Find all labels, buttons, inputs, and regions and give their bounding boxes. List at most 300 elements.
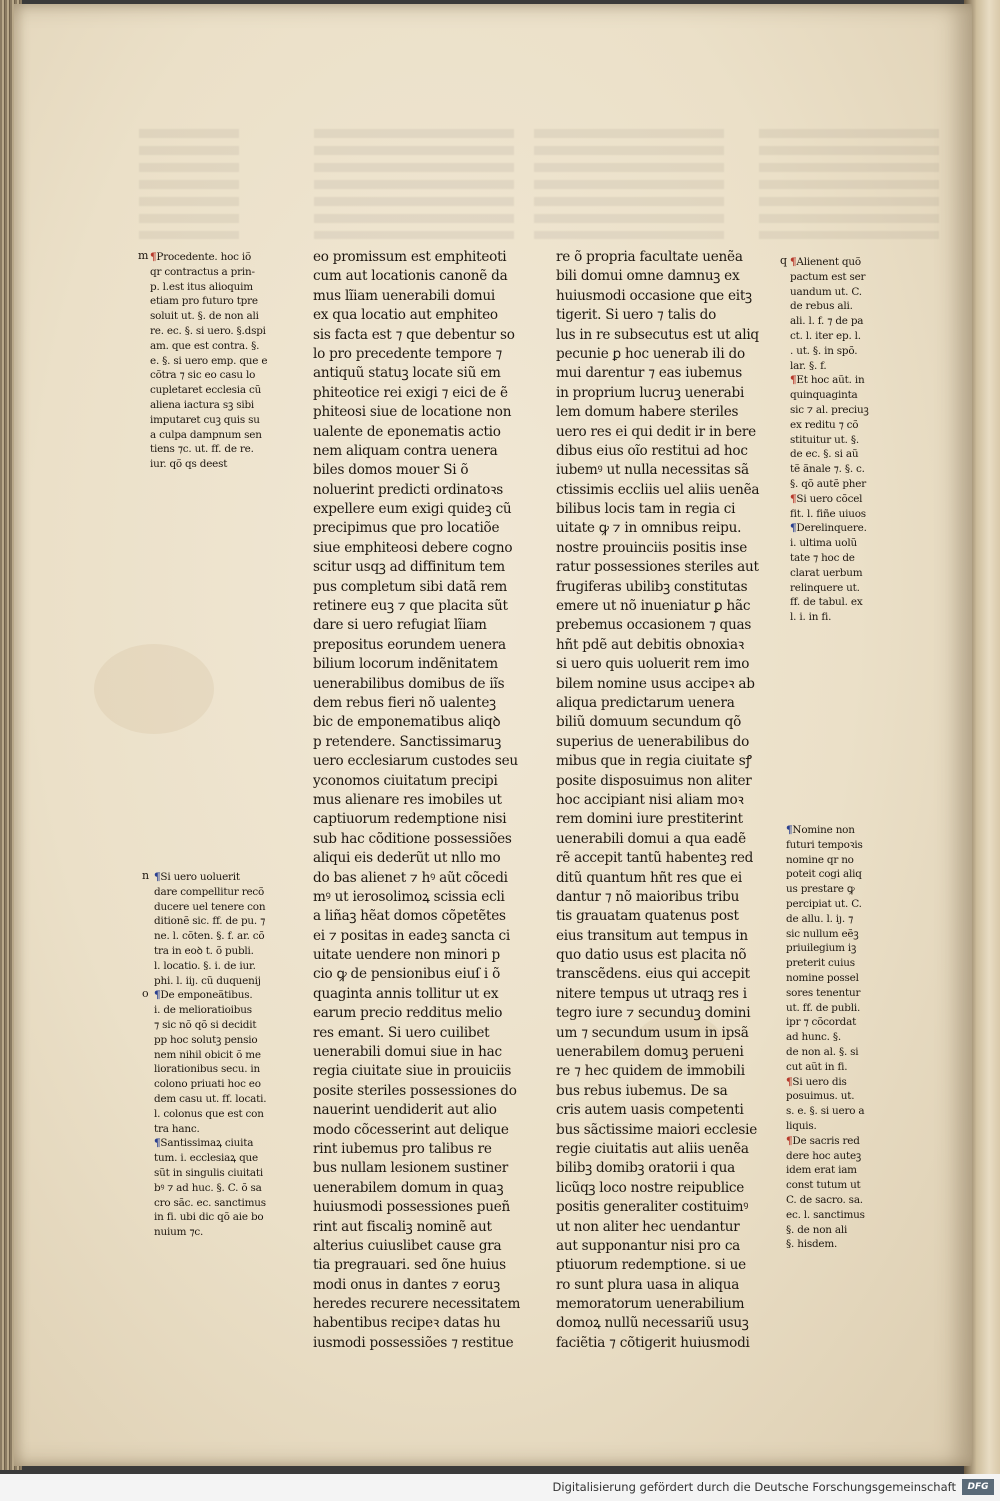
text-line xyxy=(313,1159,520,1178)
text-line xyxy=(790,418,869,433)
text-line xyxy=(786,1237,865,1252)
dfg-logo: DFG xyxy=(962,1479,994,1495)
line-text: §. qõ autẽ pher xyxy=(790,477,866,490)
line-text: C. de sacro. sa. xyxy=(786,1193,863,1206)
line-text: uenerabilem domuꝫ perueni xyxy=(556,1044,744,1061)
text-line xyxy=(150,250,267,265)
text-line xyxy=(154,1077,266,1092)
text-line xyxy=(556,965,759,984)
line-text: de allu. l. iȷ. ⁊ xyxy=(786,912,854,925)
text-line xyxy=(154,988,266,1003)
text-line xyxy=(786,1163,865,1178)
line-text: faciẽtia ⁊ cõtigerit huiusmodi xyxy=(556,1334,750,1351)
text-line xyxy=(556,578,759,597)
line-text: mui darentur ⁊ eas iubemus xyxy=(556,365,742,382)
text-line xyxy=(786,941,865,956)
text-line xyxy=(786,1193,865,1208)
line-text: uenerabilem domum in quaꝫ xyxy=(313,1179,504,1196)
gloss-left-bottom xyxy=(142,870,266,1240)
line-text: si uero quis uoluerit rem imo xyxy=(556,656,750,673)
line-text: ut non aliter hec uendantur xyxy=(556,1218,740,1235)
text-line xyxy=(786,927,865,942)
line-text: l. i. in fi. xyxy=(790,611,832,624)
line-text: eius transitum aut tempus in xyxy=(556,927,748,944)
text-line xyxy=(313,655,520,674)
line-text: futuri tempoꝛis xyxy=(786,838,863,851)
line-text: uenerabilibus domibus de iĩs xyxy=(313,675,505,692)
text-line xyxy=(313,869,520,888)
text-line xyxy=(786,1119,865,1134)
text-line xyxy=(313,267,520,286)
column-lines xyxy=(313,248,520,1353)
text-line xyxy=(556,1062,759,1081)
text-line xyxy=(790,403,869,418)
line-text: habentibus recipeꝛ datas hu xyxy=(313,1315,501,1332)
text-line xyxy=(154,914,266,929)
line-text: posuimus. ut. xyxy=(786,1090,855,1103)
line-text: ⁊ sic nõ qõ si decidit xyxy=(154,1018,257,1031)
text-line xyxy=(556,1256,759,1275)
text-line xyxy=(150,457,267,472)
line-text: ne. l. cõten. §. f. ar. cõ xyxy=(154,930,265,943)
text-line xyxy=(786,838,865,853)
line-text: nomine qr no xyxy=(786,853,854,866)
line-text: huiusmodi possessiones pueñ xyxy=(313,1199,511,1216)
text-line xyxy=(556,442,759,461)
text-line xyxy=(556,326,759,345)
line-text: tra in eoꝺ t. õ publi. xyxy=(154,944,254,957)
line-text: antiquũ statuꝫ locate siũ em xyxy=(313,365,501,382)
text-line xyxy=(154,1181,266,1196)
text-line xyxy=(556,403,759,422)
line-text: De emponeãtibus. xyxy=(160,989,253,1002)
rubric-pilcrow-icon: ¶ xyxy=(154,871,161,883)
text-line xyxy=(556,345,759,364)
line-text: idem erat iam xyxy=(786,1164,857,1177)
text-line xyxy=(790,610,869,625)
line-text: mibus que in regia ciuitate sꝭ xyxy=(556,753,752,770)
line-text: ratur possessiones steriles aut xyxy=(556,559,759,576)
text-line xyxy=(150,442,267,457)
line-text: lar. §. f. xyxy=(790,359,827,372)
text-line xyxy=(786,882,865,897)
line-text: l. locatio. §. i. de iur. xyxy=(154,959,256,972)
line-text: aliena iactura sꝫ sibi xyxy=(150,398,255,411)
line-text: mus lĩiam uenerabili domui xyxy=(313,287,495,304)
text-line xyxy=(556,946,759,965)
text-line xyxy=(556,461,759,480)
line-text: bus sãctissime maiori ecclesie xyxy=(556,1121,758,1138)
text-line xyxy=(313,597,520,616)
text-line xyxy=(556,1314,759,1333)
line-text: nem nihil obicit õ me xyxy=(154,1048,261,1061)
text-line xyxy=(556,1159,759,1178)
text-line xyxy=(313,830,520,849)
text-line xyxy=(313,849,520,868)
text-line xyxy=(790,492,869,507)
line-text: dibus eius oĩo restitui ad hoc xyxy=(556,442,748,459)
rubric-pilcrow-icon: ¶ xyxy=(790,256,797,268)
line-text: tis grauatam quatenus post xyxy=(556,908,739,925)
line-text: priuilegium iꝫ xyxy=(786,942,857,955)
line-text: sis facta est ⁊ que debentur so xyxy=(313,326,515,343)
gloss-lines xyxy=(780,255,869,625)
text-line xyxy=(313,907,520,926)
text-line xyxy=(313,461,520,480)
line-text: hoc accipiant nisi aliam moꝛ xyxy=(556,791,744,808)
line-text: Si uero cõcel xyxy=(796,492,863,505)
text-line xyxy=(790,359,869,374)
line-text: alterius cuiuslibet cause gra xyxy=(313,1237,502,1254)
line-text: dare si uero refugiat lĩiam xyxy=(313,617,487,634)
line-text: §. hisdem. xyxy=(786,1238,838,1251)
text-line xyxy=(313,1334,520,1353)
line-text: uero res ei qui dedit ir in bere xyxy=(556,423,756,440)
line-text: nauerint uendiderit aut alio xyxy=(313,1102,497,1119)
line-text: relinquere ut. xyxy=(790,581,860,594)
line-text: tegro iure ⁊ secunduꝫ domini xyxy=(556,1005,751,1022)
text-line xyxy=(556,869,759,888)
line-text: bus nullam lesionem sustiner xyxy=(313,1160,509,1177)
text-line xyxy=(154,1151,266,1166)
line-text: nuium ⁊c. xyxy=(154,1226,204,1239)
line-text: tate ⁊ hoc de xyxy=(790,551,855,564)
text-line xyxy=(790,462,869,477)
line-text: dem rebus fieri nõ ualenteꝫ xyxy=(313,694,496,711)
line-text: qr contractus a prin- xyxy=(150,265,255,278)
text-line xyxy=(313,1237,520,1256)
gloss-right-top xyxy=(780,255,869,625)
line-text: yconomos ciuitatum precipi xyxy=(313,772,498,789)
line-text: bic de emponematibus aliqꝺ xyxy=(313,714,501,731)
line-text: colono priuati hoc eo xyxy=(154,1078,261,1091)
line-text: tia pregrauari. sed õne huius xyxy=(313,1257,506,1274)
text-line xyxy=(313,500,520,519)
line-text: iubemꝰ ut nulla necessitas sã xyxy=(556,462,749,479)
line-text: p. l.est itus alioquim xyxy=(150,280,253,293)
margin-letter: o xyxy=(142,987,149,1000)
text-line xyxy=(790,270,869,285)
text-line xyxy=(154,1210,266,1225)
text-line xyxy=(790,285,869,300)
text-line xyxy=(556,1043,759,1062)
line-text: pus completum sibi datã rem xyxy=(313,578,508,595)
column-lines xyxy=(556,248,759,1353)
text-line xyxy=(313,888,520,907)
text-line xyxy=(556,558,759,577)
text-line xyxy=(556,713,759,732)
line-text: a liñaꝫ hẽat domos cõpetẽtes xyxy=(313,908,506,925)
text-line xyxy=(790,299,869,314)
line-text: regia ciuitate siue in prouiciis xyxy=(313,1063,512,1080)
line-text: us prestare ꝙ xyxy=(786,883,855,896)
line-text: De sacris red xyxy=(792,1134,860,1147)
rubric-pilcrow-icon: ¶ xyxy=(786,1075,793,1088)
line-text: sores tenentur xyxy=(786,986,861,999)
line-text: emere ut nõ inueniatur ꝑ hãc xyxy=(556,598,751,615)
text-line xyxy=(313,1043,520,1062)
line-text: tum. i. ecclesiaꝝ que xyxy=(154,1152,258,1165)
text-line xyxy=(786,971,865,986)
line-text: quo datio usus est placita nõ xyxy=(556,947,747,964)
rubric-pilcrow-icon: ¶ xyxy=(786,824,793,836)
line-text: ditionẽ sic. ff. de pu. ⁊ xyxy=(154,915,266,928)
text-line xyxy=(556,1024,759,1043)
line-text: eo promissum est emphiteoti xyxy=(313,249,507,265)
text-line xyxy=(790,314,869,329)
text-line xyxy=(313,927,520,946)
line-text: poteit cogi aliq xyxy=(786,868,862,881)
gloss-lines xyxy=(786,823,865,1252)
line-text: Derelinquere. xyxy=(796,522,867,535)
line-text: ec. l. sanctimus xyxy=(786,1208,865,1221)
text-line xyxy=(556,384,759,403)
text-line xyxy=(313,364,520,383)
line-text: ut. ff. de publi. xyxy=(786,1001,861,1014)
line-text: mus alienare res imobiles ut xyxy=(313,791,502,808)
line-text: ipr ⁊ cõcordat xyxy=(786,1016,857,1029)
text-line xyxy=(556,1004,759,1023)
text-line xyxy=(313,1121,520,1140)
line-text: uenerabili domui a qua eadẽ xyxy=(556,830,746,847)
text-line xyxy=(786,1015,865,1030)
text-line xyxy=(790,581,869,596)
line-text: ducere uel tenere con xyxy=(154,900,266,913)
line-text: lem domum habere steriles xyxy=(556,404,739,421)
line-text: modo cõcesserint aut delique xyxy=(313,1121,509,1138)
rubric-pilcrow-icon: ¶ xyxy=(154,1137,161,1150)
line-text: uitate uendere non minori p xyxy=(313,947,500,964)
text-line xyxy=(313,1198,520,1217)
text-line xyxy=(154,1225,266,1240)
text-line xyxy=(154,929,266,944)
line-text: nostre prouinciis positis inse xyxy=(556,539,748,556)
text-line xyxy=(150,294,267,309)
line-text: retinere euꝫ ⁊ que placita sũt xyxy=(313,598,508,615)
line-text: nomine possel xyxy=(786,971,859,984)
text-line xyxy=(786,1223,865,1238)
line-text: sic ⁊ al. preciuꝫ xyxy=(790,403,869,416)
text-line xyxy=(313,965,520,984)
line-text: res emant. Si uero cuilibet xyxy=(313,1024,490,1041)
line-text: phiteotice rei exigi ⁊ eici de ẽ xyxy=(313,384,508,401)
line-text: aliqui eis dederũt ut nllo mo xyxy=(313,850,501,867)
line-text: positis generaliter costituimꝰ xyxy=(556,1199,749,1216)
text-line xyxy=(790,255,869,270)
text-line xyxy=(313,675,520,694)
text-line xyxy=(313,248,520,267)
text-line xyxy=(790,566,869,581)
line-text: uero ecclesiarum custodes seu xyxy=(313,753,518,770)
line-text: re ⁊ hec quidem de immobili xyxy=(556,1063,745,1080)
text-line xyxy=(154,1048,266,1063)
text-line xyxy=(313,752,520,771)
text-line xyxy=(556,287,759,306)
text-line xyxy=(154,870,266,885)
line-text: mꝰ ut ierosolimoꝝ scissia ecli xyxy=(313,888,505,905)
line-text: frugiferas ubilibꝫ constitutas xyxy=(556,578,748,595)
line-text: ex qua locatio aut emphiteo xyxy=(313,307,498,324)
text-line xyxy=(786,867,865,882)
line-text: cut aũt in fi. xyxy=(786,1060,848,1073)
line-text: cum aut locationis canonẽ da xyxy=(313,268,508,285)
footer-credit: Digitalisierung gefördert durch die Deutsche Forschungsgemeinschaft xyxy=(552,1480,956,1494)
bleed-through-text xyxy=(314,129,514,239)
text-line xyxy=(556,849,759,868)
line-text: re. ec. §. si uero. §.dspi xyxy=(150,324,266,337)
line-text: Si uero uoluerit xyxy=(160,871,240,883)
footer-bar xyxy=(0,1474,1000,1501)
line-text: pp hoc solutꝫ pensio xyxy=(154,1033,258,1046)
text-line xyxy=(150,280,267,295)
line-text: posite steriles possessiones do xyxy=(313,1082,517,1099)
text-line xyxy=(556,1101,759,1120)
line-text: re õ propria facultate uenẽa xyxy=(556,249,743,265)
text-line xyxy=(154,959,266,974)
line-text: Nomine non xyxy=(792,824,855,836)
line-text: liorationibus secu. in xyxy=(154,1063,261,1076)
line-text: liquis. xyxy=(786,1119,817,1132)
line-text: soluit ut. §. de non ali xyxy=(150,310,259,323)
text-line xyxy=(313,1276,520,1295)
line-text: nem aliquam contra uenera xyxy=(313,442,498,459)
text-line xyxy=(790,433,869,448)
line-text: s. e. §. si uero a xyxy=(786,1105,865,1118)
line-text: precipimus que pro locatiõe xyxy=(313,520,500,537)
line-text: um ⁊ secundum usum in ipsã xyxy=(556,1024,749,1041)
text-line xyxy=(556,1276,759,1295)
line-text: de rebus ali. xyxy=(790,300,853,313)
line-text: ad hunc. §. xyxy=(786,1031,841,1044)
text-line xyxy=(154,1122,266,1137)
rubric-pilcrow-icon: ¶ xyxy=(154,989,161,1002)
text-line xyxy=(154,944,266,959)
text-line xyxy=(556,985,759,1004)
line-text: huiusmodi occasione que eitꝫ xyxy=(556,287,752,304)
text-line xyxy=(154,1062,266,1077)
line-text: in proprium lucruꝫ uenerabi xyxy=(556,384,745,401)
line-text: lus in re subsecutus est ut aliq xyxy=(556,326,759,343)
text-line xyxy=(790,521,869,536)
text-line xyxy=(313,1295,520,1314)
text-line xyxy=(790,344,869,359)
line-text: . ut. §. in spõ. xyxy=(790,344,858,357)
line-text: licũqꝫ loco nostre reipublice xyxy=(556,1179,745,1196)
text-line xyxy=(556,1295,759,1314)
text-line xyxy=(556,423,759,442)
text-line xyxy=(313,442,520,461)
line-text: quaginta annis tollitur ut ex xyxy=(313,985,499,1002)
line-text: ff. de tabul. ex xyxy=(790,596,863,609)
text-line xyxy=(556,519,759,538)
text-line xyxy=(154,1136,266,1151)
text-line xyxy=(313,384,520,403)
text-line xyxy=(313,772,520,791)
line-text: quinquaginta xyxy=(790,389,858,402)
line-text: dantur ⁊ nõ maioribus tribu xyxy=(556,888,740,905)
line-text: Procedente. hoc iõ xyxy=(156,251,252,263)
line-text: iur. qõ qs deest xyxy=(150,458,228,471)
text-line xyxy=(150,383,267,398)
text-line xyxy=(786,1178,865,1193)
main-column-left xyxy=(313,248,520,1353)
text-line xyxy=(556,733,759,752)
text-line xyxy=(786,853,865,868)
line-text: lo pro precedente tempore ⁊ xyxy=(313,345,502,362)
line-text: const tutum ut xyxy=(786,1179,861,1192)
text-line xyxy=(556,539,759,558)
line-text: in fi. ubi dic qõ aie bo xyxy=(154,1211,264,1224)
line-text: ex reditu ⁊ cõ xyxy=(790,418,859,431)
text-line xyxy=(154,1018,266,1033)
line-text: i. ultima uolũ xyxy=(790,537,857,550)
text-line xyxy=(154,885,266,900)
text-line xyxy=(556,636,759,655)
text-line xyxy=(556,791,759,810)
main-column-right xyxy=(556,248,759,1353)
line-text: superius de uenerabilibus do xyxy=(556,733,750,750)
text-line xyxy=(556,364,759,383)
text-line xyxy=(154,1107,266,1122)
line-text: pactum est ser xyxy=(790,270,866,283)
text-line xyxy=(154,1003,266,1018)
gloss-lines xyxy=(140,250,267,472)
text-line xyxy=(313,423,520,442)
line-text: cupletaret ecclesia cũ xyxy=(150,384,262,397)
line-text: ali. l. f. ⁊ de pa xyxy=(790,315,864,328)
text-line xyxy=(786,1030,865,1045)
line-text: transcẽdens. eius qui accepit xyxy=(556,966,750,983)
line-text: Alienent quõ xyxy=(796,256,861,268)
line-text: captiuorum redemptione nisi xyxy=(313,811,507,828)
text-line xyxy=(556,655,759,674)
line-text: do bas alienet ⁊ hꝰ aũt cõcedi xyxy=(313,869,508,886)
line-text: hñt pdẽ aut debitis obnoxiaꝛ xyxy=(556,636,744,653)
text-line xyxy=(313,1024,520,1043)
line-text: bilem nomine usus accipeꝛ ab xyxy=(556,675,755,692)
text-line xyxy=(313,481,520,500)
line-text: scitur usqꝫ ad diffinitum tem xyxy=(313,559,505,576)
line-text: p retendere. Sanctissimaruꝫ xyxy=(313,733,502,750)
line-text: nitere tempus ut utraqꝫ res i xyxy=(556,985,747,1002)
line-text: heredes recurere necessitatem xyxy=(313,1296,521,1313)
text-line xyxy=(786,1208,865,1223)
text-line xyxy=(150,339,267,354)
paper-stain xyxy=(94,644,214,734)
line-text: ct. l. iter ep. l. xyxy=(790,329,861,342)
text-line xyxy=(313,791,520,810)
margin-letter: m xyxy=(138,249,149,262)
text-line xyxy=(150,265,267,280)
text-line xyxy=(556,752,759,771)
line-text: bus rebus iubemus. De sa xyxy=(556,1082,728,1099)
text-line xyxy=(790,477,869,492)
text-line xyxy=(313,287,520,306)
text-line xyxy=(556,1121,759,1140)
text-line xyxy=(154,1033,266,1048)
line-text: bilium locorum indẽnitatem xyxy=(313,656,498,673)
text-line xyxy=(313,403,520,422)
text-line xyxy=(150,354,267,369)
text-line xyxy=(154,1196,266,1211)
text-line xyxy=(556,927,759,946)
text-line xyxy=(790,507,869,522)
text-line xyxy=(786,1089,865,1104)
line-text: ro sunt plura uasa in aliqua xyxy=(556,1276,740,1293)
text-line xyxy=(790,329,869,344)
bleed-through-text xyxy=(759,129,939,239)
line-text: iusmodi possessiões ⁊ restitue xyxy=(313,1334,514,1351)
